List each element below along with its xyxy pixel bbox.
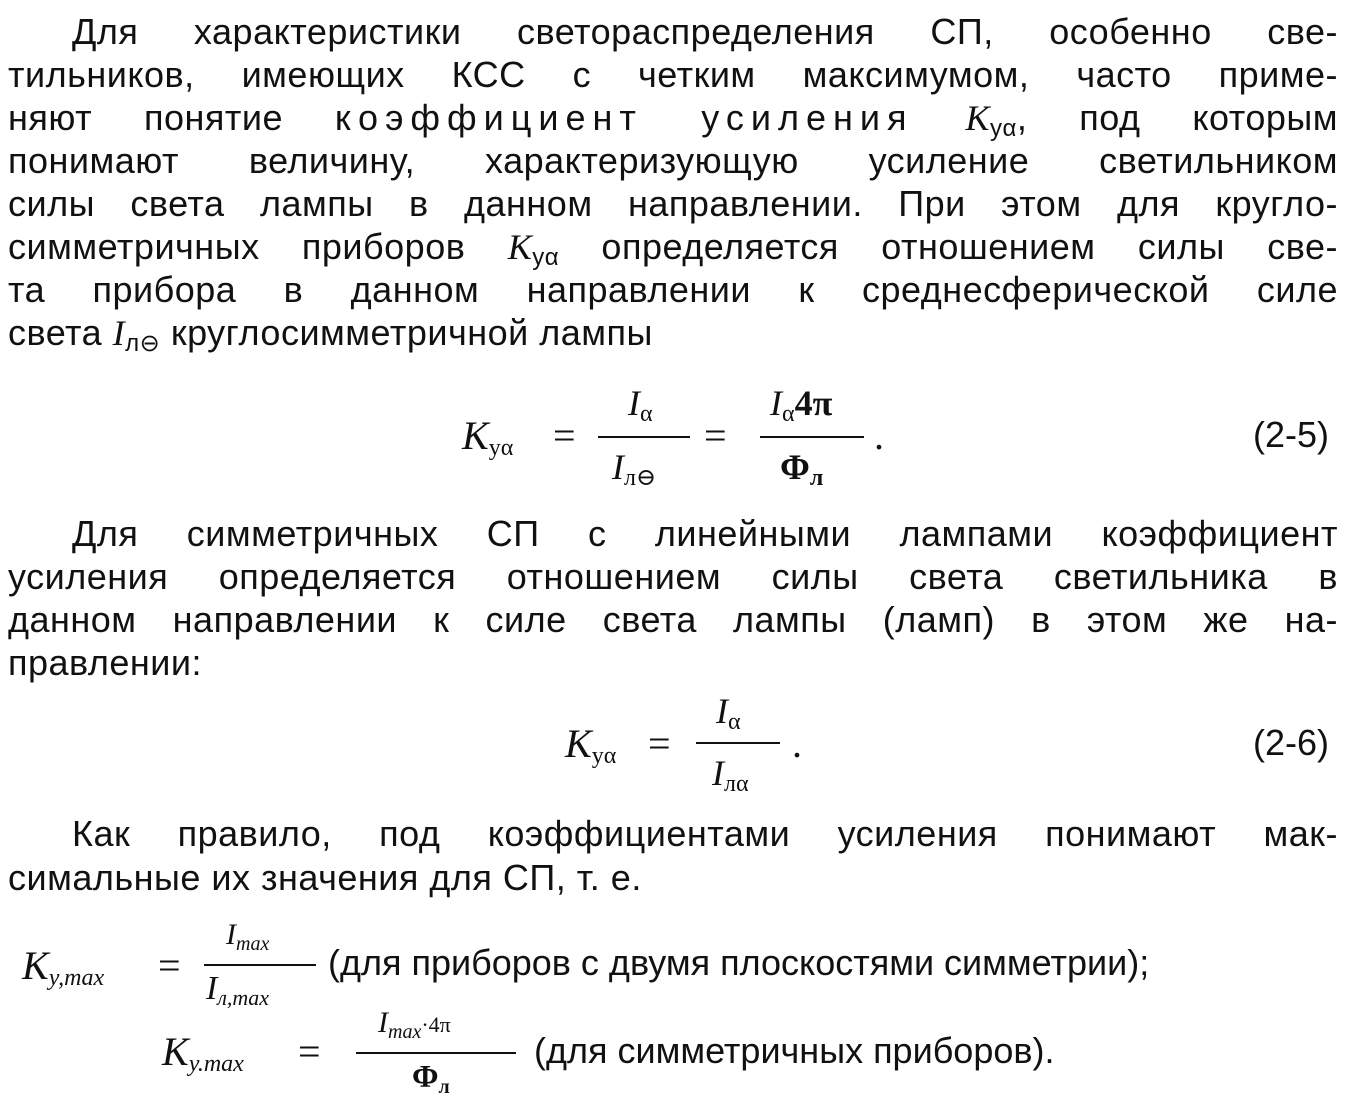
formula-lhs xyxy=(162,1028,244,1078)
symbol-k: K xyxy=(22,943,49,988)
text-fragment: определяется отношением силы све- xyxy=(601,226,1338,267)
symbol-i: I xyxy=(770,383,782,423)
symbol-i: I xyxy=(628,383,640,423)
symbol-k-subscript: уα xyxy=(488,435,514,461)
paragraph1-line5: силы света лампы в данном направлении. При этом для кругло- xyxy=(8,183,1338,224)
paragraph2-line2: усиления определяется отношением силы света светильника в xyxy=(8,556,1338,597)
fraction-bar xyxy=(356,1052,516,1054)
symbol-i-subscript: л⊖ xyxy=(624,465,657,491)
equation-number-2-6: (2-6) xyxy=(1253,722,1330,763)
symbol-i: I xyxy=(206,970,218,1007)
paragraph2-line1: Для симметричных СП с линейными лампами коэффициент xyxy=(72,513,1338,554)
paragraph2-line3: данном направлении к силе света лампы (ламп) в этом же на- xyxy=(8,599,1338,640)
equals-sign: = xyxy=(158,943,181,988)
paragraph1-line2: тильников, имеющих КСС с четким максимумом, часто приме- xyxy=(8,54,1338,95)
symbol-k-subscript: уα xyxy=(591,743,617,769)
symbol-i-subscript: л⊖ xyxy=(125,330,161,357)
formula-note-two-planes: (для приборов с двумя плоскостями симметрии); xyxy=(328,942,1150,983)
term-gain-coefficient: коэффициент усиления xyxy=(334,97,914,138)
formula-period: . xyxy=(874,413,884,458)
symbol-k: K xyxy=(565,721,592,766)
symbol-i-subscript: лα xyxy=(724,771,749,797)
equation-number-2-5: (2-5) xyxy=(1253,414,1330,455)
symbol-k: K xyxy=(507,227,533,267)
paragraph1-line4: понимают величину, характеризующую усиление светильником xyxy=(8,140,1338,181)
symbol-i: I xyxy=(712,753,724,793)
symbol-i: I xyxy=(378,1006,388,1039)
symbol-phi: Φ xyxy=(412,1058,439,1094)
four-pi: ·4π xyxy=(421,1012,451,1037)
paragraph3-line2: симальные их значения для СП, т. е. xyxy=(8,857,642,898)
formula-note-symmetric: (для симметричных приборов). xyxy=(534,1030,1055,1071)
paragraph3-line1: Как правило, под коэффициентами усиления понимают мак- xyxy=(72,813,1338,854)
text-fragment: круглосимметричной лампы xyxy=(170,312,653,353)
symbol-k-subscript: уα xyxy=(989,115,1017,142)
equals-sign: = xyxy=(553,413,576,458)
fraction-denominator xyxy=(412,1058,450,1099)
symbol-k: K xyxy=(965,98,990,138)
equals-sign: = xyxy=(298,1029,321,1074)
symbol-i-subscript: α xyxy=(782,401,795,427)
symbol-phi: Φ xyxy=(780,447,810,487)
equals-sign: = xyxy=(648,721,671,766)
symbol-i-subscript: α xyxy=(728,709,741,735)
equals-sign: = xyxy=(704,413,727,458)
symbol-i: I xyxy=(226,918,236,951)
symbol-i: I xyxy=(716,691,728,731)
four-pi: 4π xyxy=(794,383,833,423)
symbol-phi-subscript: л xyxy=(438,1076,450,1098)
symbol-k: K xyxy=(162,1029,189,1074)
symbol-i-subscript: л,max xyxy=(217,985,270,1010)
text-fragment: симметричных приборов xyxy=(8,226,466,267)
symbol-k: K xyxy=(462,413,489,458)
fraction-numerator xyxy=(378,1006,451,1044)
paragraph1-line7: та прибора в данном направлении к среднесферической силе xyxy=(8,269,1338,310)
symbol-k-subscript: уα xyxy=(532,244,560,271)
text-fragment: , под которым xyxy=(1016,97,1338,138)
symbol-phi-subscript: л xyxy=(809,465,824,491)
symbol-k-subscript: у,max xyxy=(48,965,105,991)
symbol-k-subscript: у.max xyxy=(188,1051,244,1077)
symbol-i-subscript: max xyxy=(236,933,270,955)
formula-period: . xyxy=(792,721,802,766)
paragraph1-line1: Для характеристики светораспределения СП, особенно све- xyxy=(72,11,1338,52)
symbol-i: I xyxy=(612,447,624,487)
text-fragment: няют понятие xyxy=(8,97,283,138)
symbol-i-subscript: α xyxy=(640,401,653,427)
symbol-i-subscript: max xyxy=(388,1021,422,1043)
paragraph2-line4: правлении: xyxy=(8,642,202,683)
text-fragment: света xyxy=(8,312,103,353)
symbol-i: I xyxy=(112,313,126,353)
